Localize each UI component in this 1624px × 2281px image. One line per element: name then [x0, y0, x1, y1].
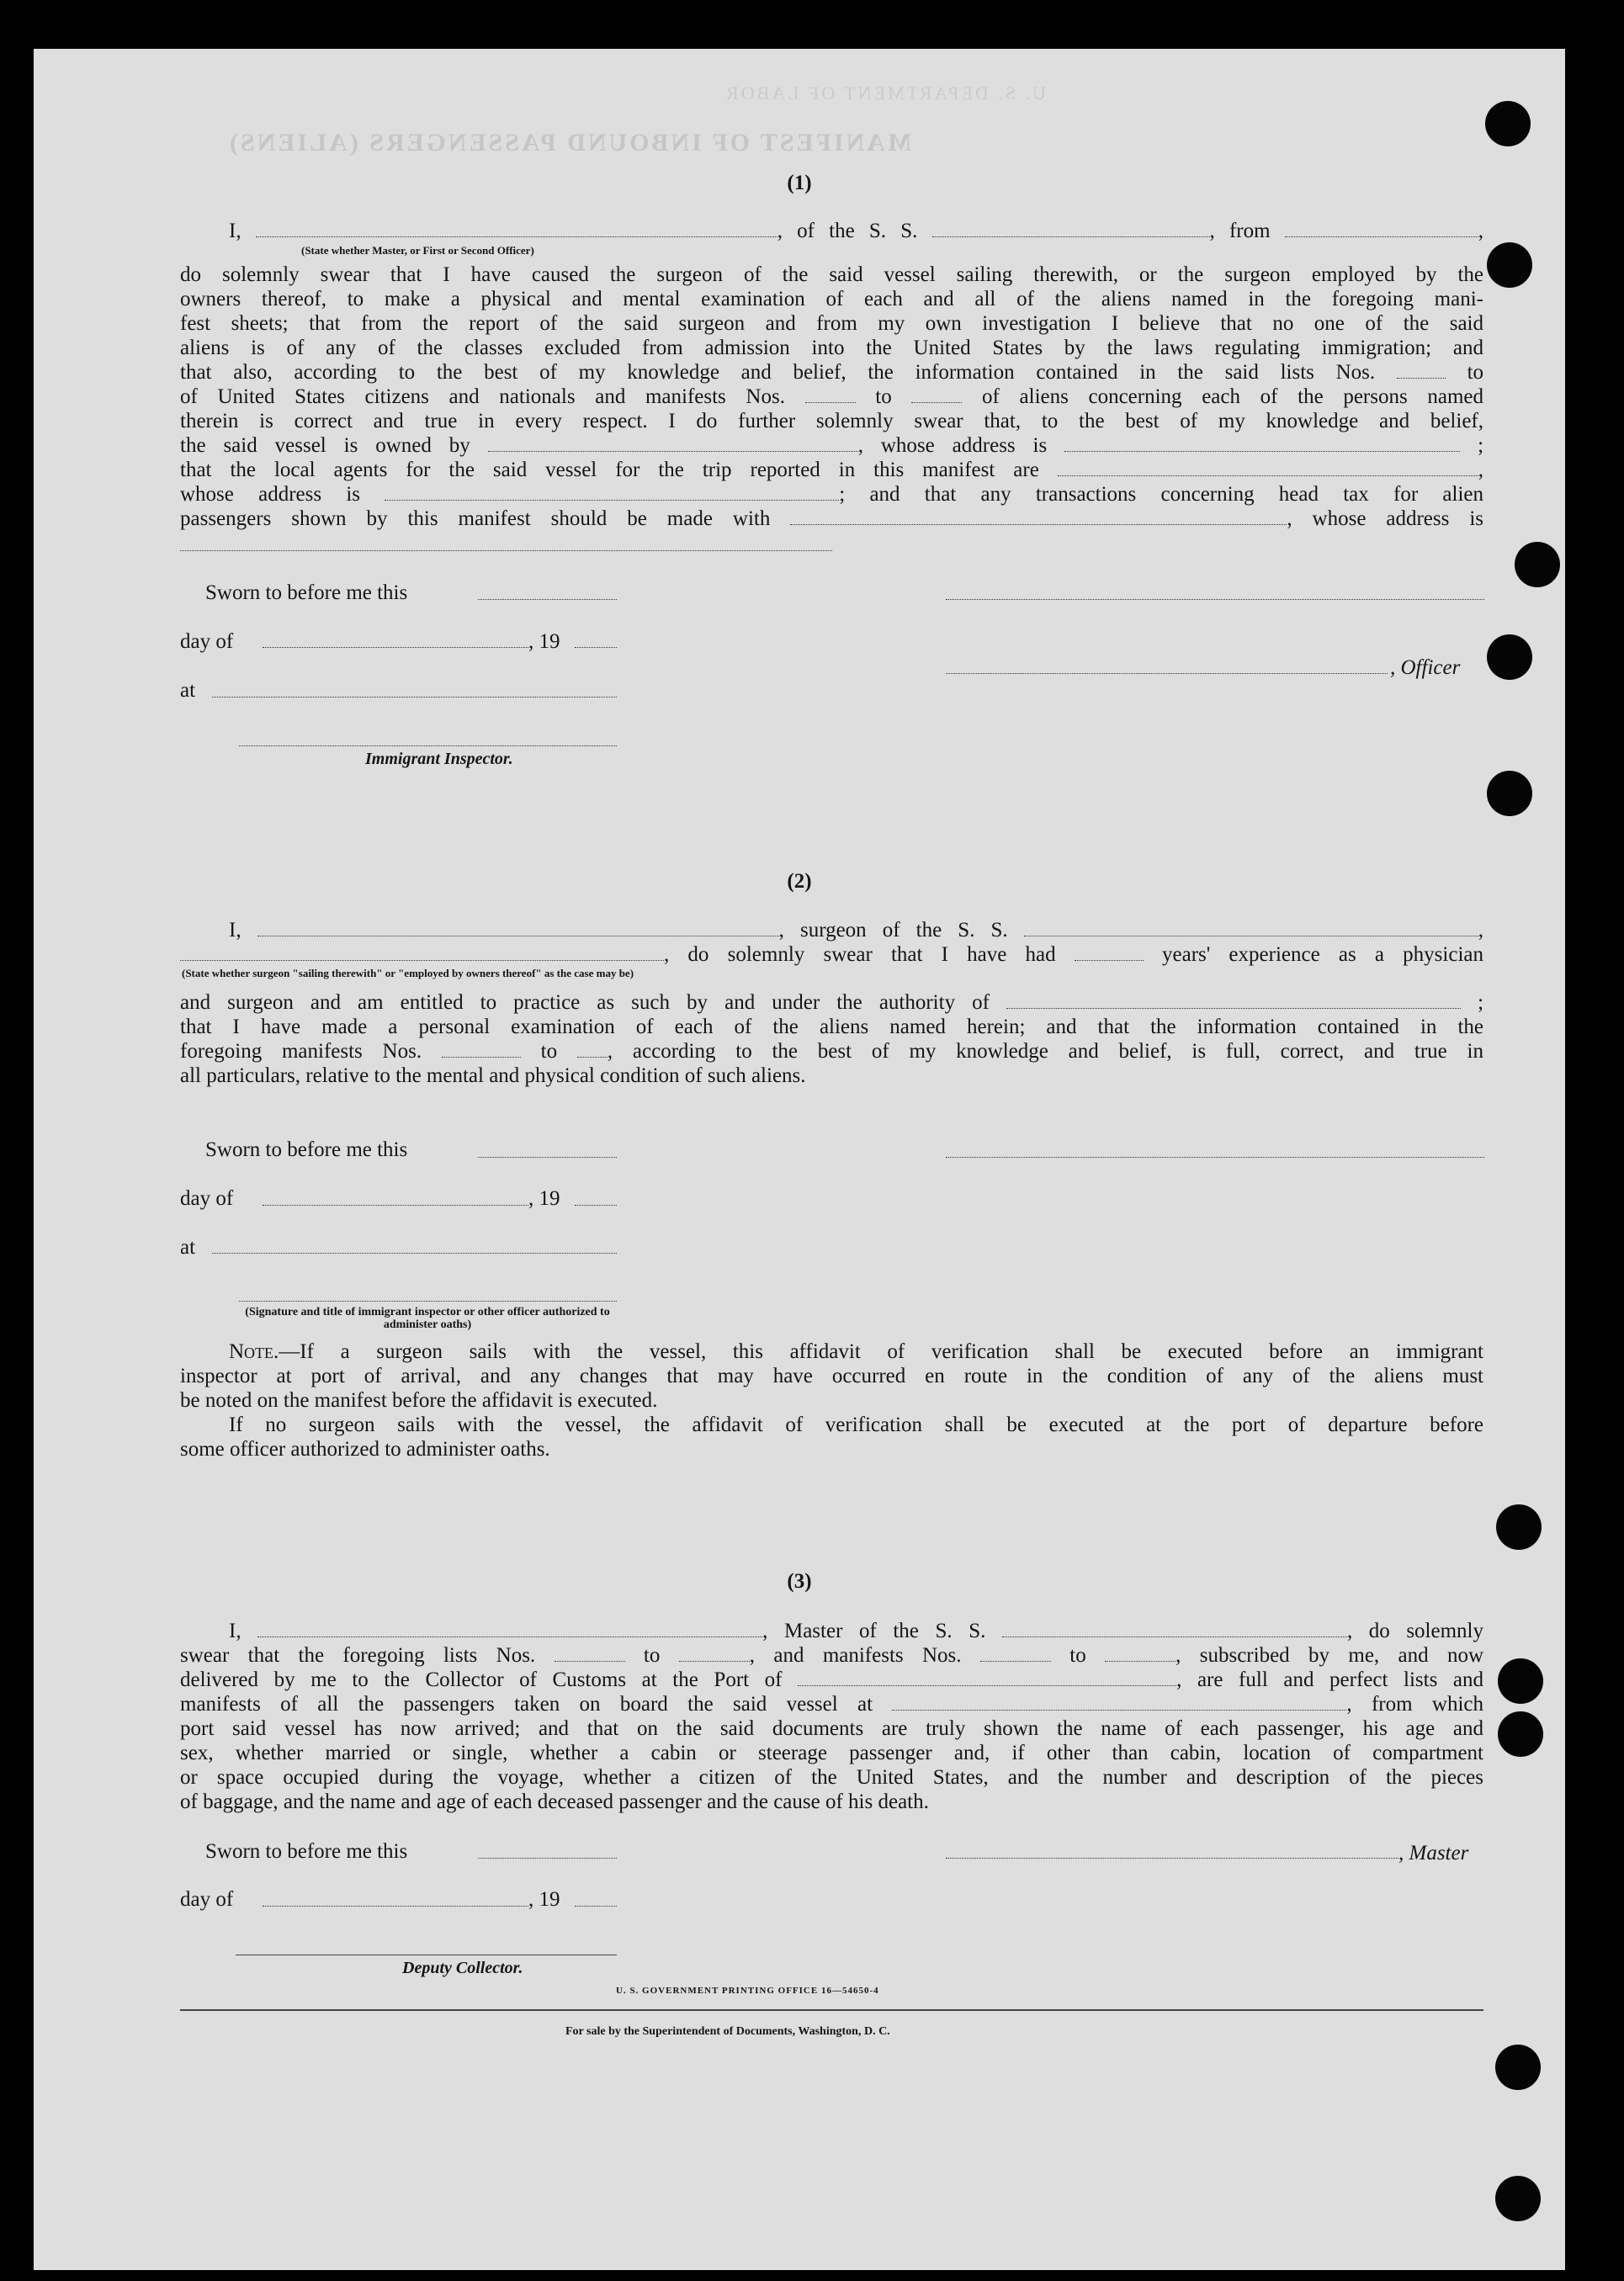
- text: ,: [1478, 459, 1484, 481]
- years-blank[interactable]: [1075, 945, 1144, 961]
- section-1-line: [180, 433, 1483, 458]
- place-blank[interactable]: [212, 697, 617, 698]
- text: ,: [1478, 220, 1483, 242]
- surgeon-name-blank[interactable]: [257, 920, 779, 936]
- section-3-line: sex, whether married or single, whether a cabin or steerage passenger and, if other than cabin, location of compartment: [180, 1742, 1483, 1764]
- inspector-signature-blank[interactable]: [239, 1301, 617, 1302]
- text: passengers shown by this manifest should be made with: [180, 507, 771, 530]
- text: , subscribed by me, and now: [1176, 1644, 1484, 1667]
- text: years' experience as a physician: [1162, 943, 1483, 966]
- owner-address-blank[interactable]: [1064, 436, 1460, 452]
- text: , from which: [1346, 1693, 1484, 1716]
- text: to: [540, 1040, 558, 1063]
- section-1-line: [180, 385, 1483, 409]
- master-label: , Master: [1398, 1842, 1469, 1865]
- year-label: , 19: [528, 1187, 560, 1210]
- inspector-signature-blank[interactable]: [239, 745, 617, 746]
- sale-notice: For sale by the Superintendent of Documents, Washington, D. C.: [565, 2025, 890, 2038]
- sworn-label: Sworn to before me this: [205, 1840, 408, 1863]
- text: and surgeon and am entitled to practice as such by and under the authority of: [180, 991, 990, 1014]
- at-label: at: [180, 1236, 196, 1259]
- sworn-label: Sworn to before me this: [205, 1138, 408, 1161]
- note-line: inspector at port of arrival, and any changes that may have occurred en route in the condition of any of the aliens must: [180, 1365, 1483, 1387]
- text: swear that the foregoing lists Nos.: [180, 1644, 536, 1667]
- text: to: [1069, 1644, 1086, 1667]
- text: , and manifests Nos.: [749, 1644, 962, 1667]
- text: to: [1467, 361, 1484, 384]
- punch-hole: [1515, 542, 1560, 587]
- text: , according to the best of my knowledge and belief, is full, correct, and true in: [607, 1040, 1483, 1063]
- collector-label: Deputy Collector.: [402, 1959, 523, 1977]
- ship-name-blank[interactable]: [1024, 920, 1478, 936]
- text: that the local agents for the said vessel for the trip reported in this manifest are: [180, 459, 1039, 481]
- text: I,: [229, 1620, 241, 1642]
- text: to: [875, 385, 892, 408]
- punch-hole: [1487, 242, 1532, 288]
- authority-blank[interactable]: [1006, 993, 1461, 1009]
- section-1-line-1: [180, 219, 1483, 243]
- sworn-date-blank[interactable]: [478, 1157, 617, 1158]
- officer-name-blank[interactable]: [256, 221, 778, 237]
- note-line: be noted on the manifest before the affidavit is executed.: [180, 1389, 658, 1412]
- section-1-line: fest sheets; that from the report of the said surgeon and from my own investigation I believe that no one of the said: [180, 312, 1483, 335]
- text: ;: [1478, 434, 1484, 457]
- section-1-line: owners thereof, to make a physical and mental examination of each and all of the aliens named in the foregoing mani-: [180, 288, 1483, 310]
- text: , whose address is: [1287, 507, 1483, 530]
- master-signature-blank[interactable]: [946, 1858, 1398, 1859]
- officer-signature-blank[interactable]: [946, 599, 1484, 600]
- local-agents-blank[interactable]: [1058, 460, 1478, 476]
- section-3-line: [180, 1668, 1483, 1692]
- text: ,: [1478, 919, 1483, 942]
- inspector-label: Immigrant Inspector.: [365, 750, 513, 768]
- sworn-date-blank[interactable]: [478, 1858, 617, 1859]
- port-blank[interactable]: [798, 1670, 1176, 1686]
- month-blank[interactable]: [263, 1906, 528, 1907]
- section-3-line: port said vessel has now arrived; and that on the said documents are truly shown the name of each passenger, his age and: [180, 1717, 1483, 1740]
- punch-hole: [1485, 101, 1531, 146]
- punch-hole: [1495, 2176, 1541, 2221]
- place-blank[interactable]: [212, 1253, 617, 1254]
- sworn-date-blank[interactable]: [478, 599, 617, 600]
- section-3-line: of baggage, and the name and age of each deceased passenger and the cause of his death.: [180, 1790, 929, 1813]
- at-label: at: [180, 679, 196, 702]
- day-of-label: day of: [180, 630, 234, 653]
- manifest-no-blank[interactable]: [1105, 1646, 1176, 1662]
- day-of-label: day of: [180, 1888, 234, 1911]
- list-no-blank[interactable]: [679, 1646, 750, 1662]
- form-page: [34, 49, 1565, 2270]
- section-1-line: [180, 360, 1483, 385]
- address-continuation-blank[interactable]: [180, 550, 832, 551]
- agent-address-blank[interactable]: [385, 485, 839, 501]
- punch-hole: [1487, 771, 1532, 816]
- text: manifests of all the passengers taken on board the said vessel at: [180, 1693, 873, 1716]
- punch-hole: [1498, 1711, 1543, 1757]
- year-label: , 19: [528, 630, 560, 653]
- manifest-no-blank[interactable]: [911, 387, 962, 403]
- section-1-line: do solemnly swear that I have caused the surgeon of the said vessel sailing therewith, or the surgeon employed by the: [180, 263, 1483, 286]
- officer-signature-blank[interactable]: [946, 673, 1388, 674]
- text: that also, according to the best of my knowledge and belief, the information contained in the said lists Nos.: [180, 361, 1376, 384]
- text: , do solemnly: [1346, 1620, 1483, 1642]
- surgeon-type-blank[interactable]: [180, 945, 664, 961]
- section-2-number: (2): [787, 870, 812, 893]
- punch-hole: [1496, 1504, 1542, 1550]
- year-label: , 19: [528, 1888, 560, 1911]
- year-blank[interactable]: [575, 1906, 617, 1907]
- section-1-line: [180, 458, 1483, 482]
- month-blank[interactable]: [263, 1205, 528, 1206]
- text: foregoing manifests Nos.: [180, 1040, 422, 1063]
- punch-hole: [1498, 1658, 1543, 1704]
- list-no-blank[interactable]: [555, 1646, 625, 1662]
- ship-name-blank[interactable]: [932, 221, 1210, 237]
- text: , from: [1209, 220, 1271, 242]
- officer-label: , Officer: [1390, 656, 1461, 679]
- text: ;: [1478, 991, 1484, 1014]
- text: , surgeon of the S. S.: [778, 919, 1008, 942]
- printing-office-imprint: U. S. GOVERNMENT PRINTING OFFICE 16—54650-4: [616, 1986, 879, 1996]
- punch-hole: [1487, 634, 1532, 680]
- section-2-line-2: [180, 942, 1483, 967]
- note-line: some officer authorized to administer oaths.: [180, 1438, 550, 1461]
- head-tax-agent-blank[interactable]: [790, 509, 1287, 525]
- ship-name-blank[interactable]: [1002, 1621, 1347, 1637]
- from-port-blank[interactable]: [1285, 221, 1478, 237]
- text: whose address is: [180, 483, 361, 506]
- officer-type-note: (State whether Master, or First or Second Officer): [301, 244, 534, 257]
- manifest-no-blank[interactable]: [980, 1646, 1051, 1662]
- section-1-number: (1): [787, 172, 812, 194]
- text: , whose address is: [857, 434, 1048, 457]
- section-2-line: that I have made a personal examination of each of the aliens named herein; and that the information contained in the: [180, 1016, 1483, 1038]
- text: the said vessel is owned by: [180, 434, 470, 457]
- text: —If a surgeon sails with the vessel, this affidavit of verification shall be executed before an immigrant: [279, 1340, 1483, 1363]
- text: , of the S. S.: [777, 220, 918, 242]
- footer-rule: [180, 2009, 1483, 2011]
- section-2-line: all particulars, relative to the mental and physical condition of such aliens.: [180, 1064, 806, 1087]
- manifest-no-blank[interactable]: [805, 387, 856, 403]
- departure-port-blank[interactable]: [892, 1695, 1346, 1711]
- text: I,: [229, 919, 241, 942]
- text: to: [643, 1644, 661, 1667]
- year-blank[interactable]: [575, 1205, 617, 1206]
- note-label: Note.: [229, 1340, 279, 1363]
- section-2-line: [180, 1039, 1483, 1064]
- section-1-line: [180, 507, 1483, 531]
- master-name-blank[interactable]: [257, 1621, 762, 1637]
- bleed-through-heading: MANIFEST OF INBOUND PASSENGERS (ALIENS): [227, 129, 912, 156]
- year-blank[interactable]: [575, 647, 617, 648]
- section-3-number: (3): [787, 1570, 812, 1593]
- text: , Master of the S. S.: [762, 1620, 986, 1642]
- surgeon-type-note: (State whether surgeon "sailing therewith" or "employed by owners thereof" as the case may be): [182, 967, 634, 979]
- sworn-label: Sworn to before me this: [205, 581, 408, 604]
- owner-blank[interactable]: [488, 436, 858, 452]
- text: delivered by me to the Collector of Customs at the Port of: [180, 1668, 783, 1691]
- bleed-through-subheading: U. S. DEPARTMENT OF LABOR: [724, 82, 1046, 103]
- text: of United States citizens and nationals and manifests Nos.: [180, 385, 785, 408]
- section-2-line-1: [180, 918, 1483, 942]
- manifest-no-blank[interactable]: [442, 1042, 521, 1058]
- section-1-line: therein is correct and true in every respect. I do further solemnly swear that, to the best of my knowledge and belief,: [180, 410, 1483, 432]
- section-3-line: or space occupied during the voyage, whether a citizen of the United States, and the number and description of the pieces: [180, 1766, 1483, 1789]
- section-3-line-1: [180, 1619, 1483, 1643]
- section-3-line: [180, 1692, 1483, 1716]
- surgeon-signature-blank[interactable]: [946, 1157, 1484, 1158]
- list-no-blank[interactable]: [1397, 363, 1446, 379]
- day-of-label: day of: [180, 1187, 234, 1210]
- text: , are full and perfect lists and: [1176, 1668, 1484, 1691]
- punch-hole: [1495, 2045, 1541, 2090]
- text: of aliens concerning each of the persons named: [982, 385, 1483, 408]
- text: ; and that any transactions concerning head tax for alien: [839, 483, 1483, 506]
- section-2-line: [180, 990, 1483, 1015]
- note-line: If no surgeon sails with the vessel, the affidavit of verification shall be executed at the port of departure before: [229, 1414, 1483, 1436]
- section-3-line: [180, 1643, 1483, 1668]
- note-line: [180, 1339, 1483, 1364]
- text: , do solemnly swear that I have had: [664, 943, 1056, 966]
- manifest-no-blank[interactable]: [577, 1042, 608, 1058]
- month-blank[interactable]: [263, 647, 528, 648]
- text: I,: [229, 220, 241, 242]
- section-1-line: aliens is of any of the classes excluded from admission into the United States by the laws regulating immigration; and: [180, 337, 1483, 359]
- signature-note: (Signature and title of immigrant inspector or other officer authorized to administer oaths): [245, 1306, 610, 1331]
- section-1-line: [180, 482, 1483, 507]
